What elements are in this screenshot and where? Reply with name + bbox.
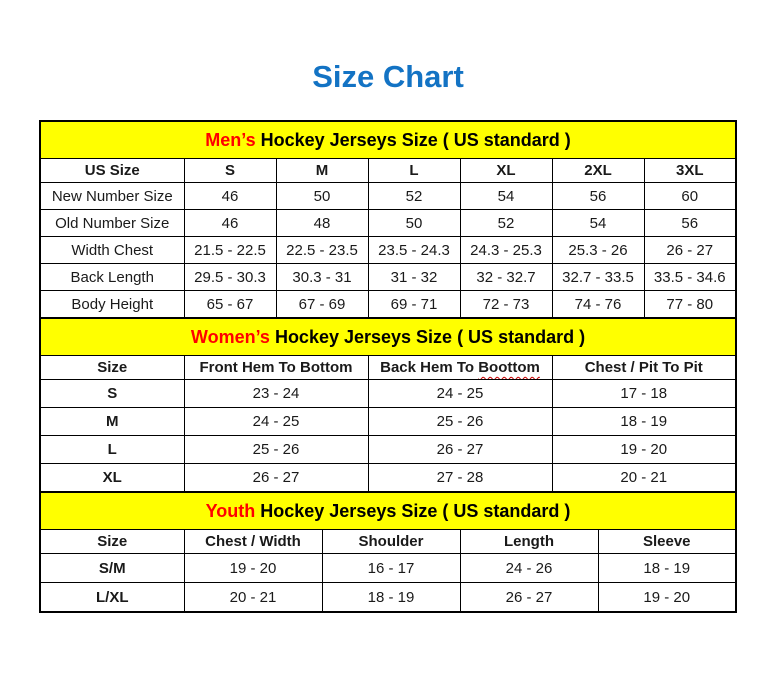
- value-cell: 67 - 69: [276, 291, 368, 319]
- youth-band-highlight: Youth: [205, 500, 256, 521]
- value-cell: 17 - 18: [552, 380, 736, 408]
- youth-header-row: [40, 530, 736, 554]
- value-cell: 72 - 73: [460, 291, 552, 319]
- row-label-cell: S: [40, 380, 184, 408]
- mens-band-rest: Hockey Jerseys Size ( US standard ): [255, 129, 571, 150]
- womens-section-band: [40, 318, 736, 356]
- value-cell: 20 - 21: [184, 583, 322, 613]
- value-cell: 65 - 67: [184, 291, 276, 319]
- header-cell: Shoulder: [322, 530, 460, 554]
- mens-band-cell: [40, 121, 736, 159]
- value-cell: 48: [276, 210, 368, 237]
- womens-header-row: [40, 356, 736, 380]
- table-row: [40, 554, 736, 583]
- header-cell: Chest / Pit To Pit: [552, 356, 736, 380]
- table-row: [40, 408, 736, 436]
- value-cell: 24.3 - 25.3: [460, 237, 552, 264]
- table-row: [40, 237, 736, 264]
- value-cell: 18 - 19: [322, 583, 460, 613]
- value-cell: 18 - 19: [552, 408, 736, 436]
- value-cell: 31 - 32: [368, 264, 460, 291]
- value-cell: 26 - 27: [368, 436, 552, 464]
- mens-section-band: [40, 121, 736, 159]
- value-cell: 24 - 26: [460, 554, 598, 583]
- value-cell: 30.3 - 31: [276, 264, 368, 291]
- row-label-cell: Width Chest: [40, 237, 184, 264]
- row-label-cell: Body Height: [40, 291, 184, 319]
- value-cell: 52: [368, 183, 460, 210]
- value-cell: 56: [644, 210, 736, 237]
- header-cell: S: [184, 159, 276, 183]
- value-cell: 18 - 19: [598, 554, 736, 583]
- table-row: [40, 210, 736, 237]
- value-cell: 25 - 26: [184, 436, 368, 464]
- value-cell: 19 - 20: [552, 436, 736, 464]
- header-cell: Chest / Width: [184, 530, 322, 554]
- header-cell: Size: [40, 356, 184, 380]
- value-cell: 33.5 - 34.6: [644, 264, 736, 291]
- row-label-cell: L/XL: [40, 583, 184, 613]
- header-cell: Length: [460, 530, 598, 554]
- value-cell: 69 - 71: [368, 291, 460, 319]
- value-cell: 25 - 26: [368, 408, 552, 436]
- value-cell: 26 - 27: [644, 237, 736, 264]
- value-cell: 32 - 32.7: [460, 264, 552, 291]
- table-row: [40, 380, 736, 408]
- row-label-cell: S/M: [40, 554, 184, 583]
- table-row: [40, 464, 736, 493]
- mens-size-table: [39, 120, 737, 319]
- value-cell: 21.5 - 22.5: [184, 237, 276, 264]
- value-cell: 74 - 76: [552, 291, 644, 319]
- value-cell: 32.7 - 33.5: [552, 264, 644, 291]
- value-cell: 27 - 28: [368, 464, 552, 493]
- row-label-cell: M: [40, 408, 184, 436]
- header-cell: M: [276, 159, 368, 183]
- row-label-cell: Back Length: [40, 264, 184, 291]
- value-cell: 23.5 - 24.3: [368, 237, 460, 264]
- womens-band-cell: [40, 318, 736, 356]
- value-cell: 26 - 27: [184, 464, 368, 493]
- table-row: [40, 264, 736, 291]
- table-row: [40, 183, 736, 210]
- value-cell: 60: [644, 183, 736, 210]
- mens-band-highlight: Men’s: [205, 129, 256, 150]
- header-cell: US Size: [40, 159, 184, 183]
- value-cell: 54: [552, 210, 644, 237]
- value-cell: 19 - 20: [598, 583, 736, 613]
- header-cell: L: [368, 159, 460, 183]
- value-cell: 24 - 25: [184, 408, 368, 436]
- womens-size-table: [39, 317, 737, 493]
- table-row: [40, 583, 736, 613]
- row-label-cell: Old Number Size: [40, 210, 184, 237]
- header-cell: Size: [40, 530, 184, 554]
- value-cell: 29.5 - 30.3: [184, 264, 276, 291]
- header-cell-back-hem: [368, 356, 552, 380]
- row-label-cell: L: [40, 436, 184, 464]
- womens-band-rest: Hockey Jerseys Size ( US standard ): [269, 326, 586, 347]
- value-cell: 54: [460, 183, 552, 210]
- youth-section-band: [40, 492, 736, 530]
- row-label-cell: XL: [40, 464, 184, 493]
- table-row: [40, 291, 736, 319]
- row-label-cell: New Number Size: [40, 183, 184, 210]
- youth-band-cell: [40, 492, 736, 530]
- page-title: Size Chart: [312, 59, 464, 94]
- womens-band-highlight: Women’s: [190, 326, 270, 347]
- header-cell: 3XL: [644, 159, 736, 183]
- value-cell: 22.5 - 23.5: [276, 237, 368, 264]
- header-cell: Front Hem To Bottom: [184, 356, 368, 380]
- value-cell: 24 - 25: [368, 380, 552, 408]
- mens-header-row: [40, 159, 736, 183]
- value-cell: 20 - 21: [552, 464, 736, 493]
- header-cell: XL: [460, 159, 552, 183]
- value-cell: 52: [460, 210, 552, 237]
- table-row: [40, 436, 736, 464]
- value-cell: 16 - 17: [322, 554, 460, 583]
- value-cell: 25.3 - 26: [552, 237, 644, 264]
- value-cell: 77 - 80: [644, 291, 736, 319]
- value-cell: 26 - 27: [460, 583, 598, 613]
- back-hem-prefix: Back Hem To: [380, 359, 475, 376]
- value-cell: 19 - 20: [184, 554, 322, 583]
- value-cell: 23 - 24: [184, 380, 368, 408]
- value-cell: 46: [184, 210, 276, 237]
- header-cell: Sleeve: [598, 530, 736, 554]
- back-hem-misspelled-word: Boottom: [478, 359, 540, 376]
- value-cell: 50: [276, 183, 368, 210]
- size-tables-block: [39, 120, 737, 613]
- youth-size-table: [39, 491, 737, 613]
- value-cell: 56: [552, 183, 644, 210]
- value-cell: 46: [184, 183, 276, 210]
- youth-band-rest: Hockey Jerseys Size ( US standard ): [255, 500, 571, 521]
- header-cell: 2XL: [552, 159, 644, 183]
- value-cell: 50: [368, 210, 460, 237]
